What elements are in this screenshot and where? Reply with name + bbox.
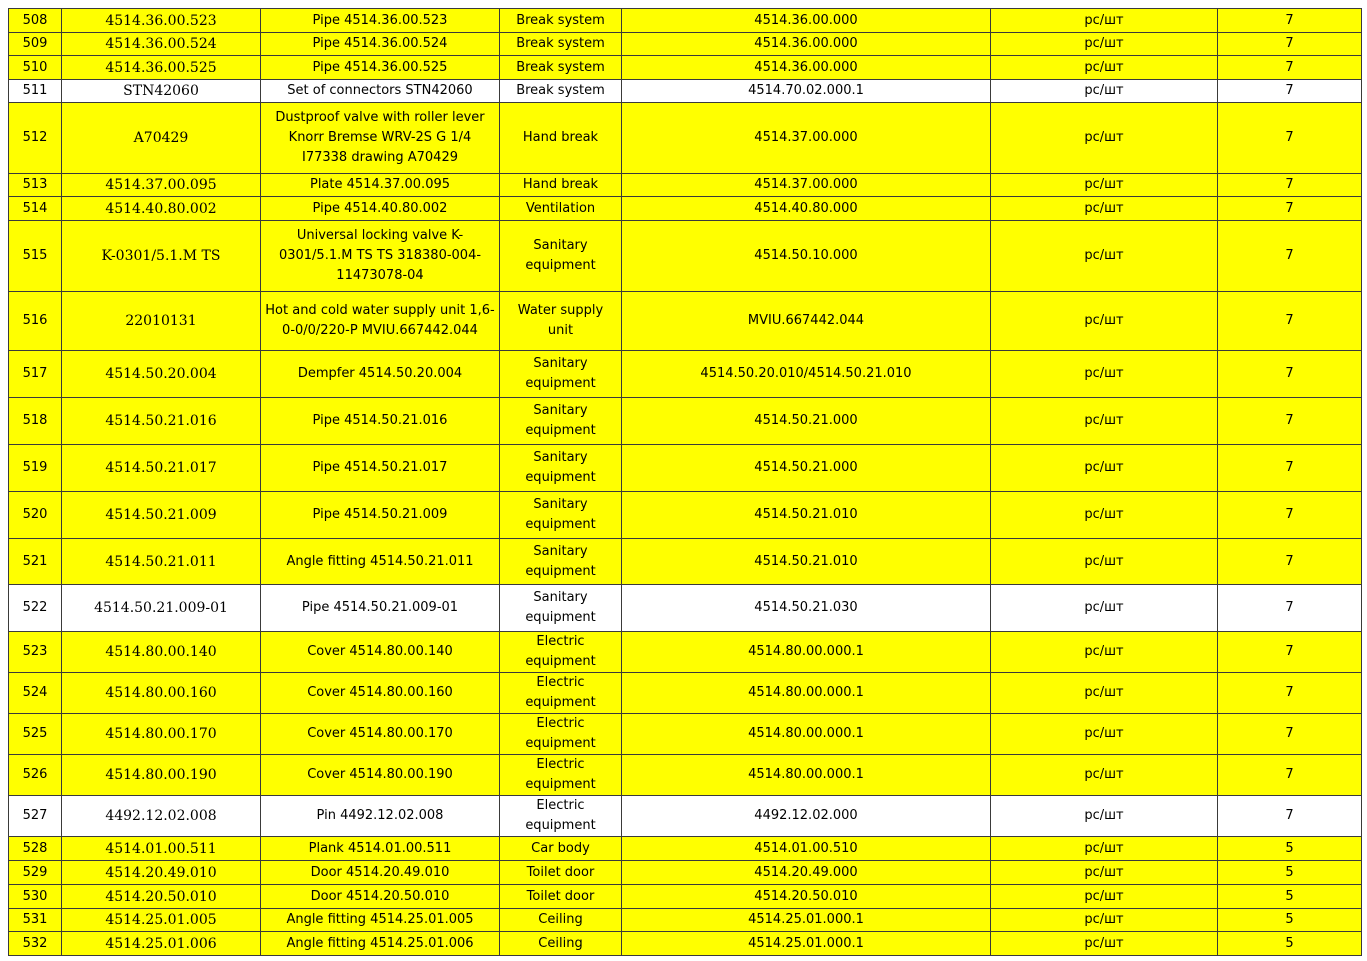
assembly-cell: 4514.40.80.000 <box>622 197 991 221</box>
table-row <box>9 539 1362 585</box>
part-number-cell: 22010131 <box>62 292 261 351</box>
part-name-cell: Pipe 4514.50.21.017 <box>261 445 500 492</box>
table-row <box>9 445 1362 492</box>
part-name-cell: Door 4514.20.49.010 <box>261 861 500 885</box>
unit-cell: pc/шт <box>991 755 1218 796</box>
quantity-cell: 5 <box>1218 861 1362 885</box>
row-number-cell: 512 <box>9 103 62 174</box>
system-cell: Toilet door <box>500 861 622 885</box>
unit-cell: pc/шт <box>991 632 1218 673</box>
part-number-cell: 4514.50.21.009-01 <box>62 585 261 632</box>
part-number-cell: 4514.50.21.009 <box>62 492 261 539</box>
parts-table-body <box>9 9 1362 956</box>
system-cell: Sanitary equipment <box>500 398 622 445</box>
part-name-cell: Hot and cold water supply unit 1,6-0-0/0/220-P MVIU.667442.044 <box>261 292 500 351</box>
assembly-cell: 4514.36.00.000 <box>622 9 991 33</box>
row-number-cell: 513 <box>9 174 62 197</box>
unit-cell: pc/шт <box>991 197 1218 221</box>
parts-table <box>8 8 1362 956</box>
unit-cell: pc/шт <box>991 9 1218 33</box>
part-number-cell: 4514.25.01.005 <box>62 909 261 932</box>
system-cell: Sanitary equipment <box>500 492 622 539</box>
assembly-cell: 4514.80.00.000.1 <box>622 755 991 796</box>
row-number-cell: 517 <box>9 351 62 398</box>
unit-cell: pc/шт <box>991 585 1218 632</box>
quantity-cell: 7 <box>1218 33 1362 56</box>
row-number-cell: 518 <box>9 398 62 445</box>
row-number-cell: 526 <box>9 755 62 796</box>
quantity-cell: 7 <box>1218 351 1362 398</box>
quantity-cell: 7 <box>1218 9 1362 33</box>
part-name-cell: Plank 4514.01.00.511 <box>261 837 500 861</box>
system-cell: Ceiling <box>500 909 622 932</box>
table-row <box>9 197 1362 221</box>
assembly-cell: 4514.50.21.030 <box>622 585 991 632</box>
part-name-cell: Universal locking valve K-0301/5.1.M TS TS 318380-004-11473078-04 <box>261 221 500 292</box>
part-name-cell: Cover 4514.80.00.140 <box>261 632 500 673</box>
row-number-cell: 520 <box>9 492 62 539</box>
part-number-cell: 4514.36.00.523 <box>62 9 261 33</box>
quantity-cell: 5 <box>1218 909 1362 932</box>
quantity-cell: 5 <box>1218 885 1362 909</box>
system-cell: Ventilation <box>500 197 622 221</box>
quantity-cell: 7 <box>1218 632 1362 673</box>
system-cell: Break system <box>500 9 622 33</box>
row-number-cell: 509 <box>9 33 62 56</box>
table-row <box>9 292 1362 351</box>
assembly-cell: 4514.37.00.000 <box>622 103 991 174</box>
unit-cell: pc/шт <box>991 103 1218 174</box>
system-cell: Electric equipment <box>500 632 622 673</box>
part-number-cell: 4514.37.00.095 <box>62 174 261 197</box>
part-name-cell: Pipe 4514.50.21.016 <box>261 398 500 445</box>
table-row <box>9 80 1362 103</box>
assembly-cell: 4514.36.00.000 <box>622 56 991 80</box>
assembly-cell: 4514.36.00.000 <box>622 33 991 56</box>
row-number-cell: 519 <box>9 445 62 492</box>
part-number-cell: 4514.36.00.524 <box>62 33 261 56</box>
table-row <box>9 755 1362 796</box>
assembly-cell: 4514.25.01.000.1 <box>622 909 991 932</box>
system-cell: Break system <box>500 80 622 103</box>
part-number-cell: 4514.36.00.525 <box>62 56 261 80</box>
assembly-cell: MVIU.667442.044 <box>622 292 991 351</box>
system-cell: Sanitary equipment <box>500 445 622 492</box>
part-number-cell: 4514.50.21.017 <box>62 445 261 492</box>
part-name-cell: Pipe 4514.36.00.524 <box>261 33 500 56</box>
quantity-cell: 7 <box>1218 292 1362 351</box>
row-number-cell: 530 <box>9 885 62 909</box>
row-number-cell: 515 <box>9 221 62 292</box>
part-name-cell: Pipe 4514.50.21.009-01 <box>261 585 500 632</box>
row-number-cell: 527 <box>9 796 62 837</box>
unit-cell: pc/шт <box>991 861 1218 885</box>
part-number-cell: 4514.80.00.170 <box>62 714 261 755</box>
part-number-cell: 4514.80.00.190 <box>62 755 261 796</box>
part-name-cell: Plate 4514.37.00.095 <box>261 174 500 197</box>
table-row <box>9 221 1362 292</box>
unit-cell: pc/шт <box>991 398 1218 445</box>
row-number-cell: 532 <box>9 932 62 956</box>
row-number-cell: 531 <box>9 909 62 932</box>
system-cell: Water supply unit <box>500 292 622 351</box>
unit-cell: pc/шт <box>991 221 1218 292</box>
quantity-cell: 7 <box>1218 585 1362 632</box>
table-row <box>9 492 1362 539</box>
assembly-cell: 4492.12.02.000 <box>622 796 991 837</box>
assembly-cell: 4514.50.21.000 <box>622 398 991 445</box>
assembly-cell: 4514.80.00.000.1 <box>622 714 991 755</box>
system-cell: Car body <box>500 837 622 861</box>
system-cell: Hand break <box>500 103 622 174</box>
system-cell: Break system <box>500 56 622 80</box>
quantity-cell: 7 <box>1218 197 1362 221</box>
quantity-cell: 5 <box>1218 837 1362 861</box>
system-cell: Hand break <box>500 174 622 197</box>
part-name-cell: Dustproof valve with roller lever Knorr Bremse WRV-2S G 1/4 I77338 drawing A70429 <box>261 103 500 174</box>
table-row <box>9 909 1362 932</box>
part-name-cell: Set of connectors STN42060 <box>261 80 500 103</box>
table-row <box>9 351 1362 398</box>
unit-cell: pc/шт <box>991 351 1218 398</box>
quantity-cell: 7 <box>1218 539 1362 585</box>
table-row <box>9 714 1362 755</box>
assembly-cell: 4514.37.00.000 <box>622 174 991 197</box>
quantity-cell: 7 <box>1218 492 1362 539</box>
part-number-cell: 4492.12.02.008 <box>62 796 261 837</box>
quantity-cell: 7 <box>1218 174 1362 197</box>
row-number-cell: 521 <box>9 539 62 585</box>
part-name-cell: Pipe 4514.36.00.523 <box>261 9 500 33</box>
quantity-cell: 7 <box>1218 673 1362 714</box>
unit-cell: pc/шт <box>991 539 1218 585</box>
quantity-cell: 7 <box>1218 80 1362 103</box>
unit-cell: pc/шт <box>991 837 1218 861</box>
part-name-cell: Pipe 4514.50.21.009 <box>261 492 500 539</box>
part-name-cell: Pipe 4514.36.00.525 <box>261 56 500 80</box>
unit-cell: pc/шт <box>991 292 1218 351</box>
row-number-cell: 528 <box>9 837 62 861</box>
system-cell: Ceiling <box>500 932 622 956</box>
quantity-cell: 7 <box>1218 398 1362 445</box>
system-cell: Electric equipment <box>500 796 622 837</box>
table-row <box>9 861 1362 885</box>
system-cell: Sanitary equipment <box>500 585 622 632</box>
row-number-cell: 516 <box>9 292 62 351</box>
part-number-cell: 4514.50.21.011 <box>62 539 261 585</box>
row-number-cell: 525 <box>9 714 62 755</box>
system-cell: Sanitary equipment <box>500 351 622 398</box>
quantity-cell: 7 <box>1218 103 1362 174</box>
table-row <box>9 632 1362 673</box>
quantity-cell: 7 <box>1218 755 1362 796</box>
assembly-cell: 4514.20.49.000 <box>622 861 991 885</box>
unit-cell: pc/шт <box>991 33 1218 56</box>
quantity-cell: 7 <box>1218 445 1362 492</box>
system-cell: Electric equipment <box>500 755 622 796</box>
table-row <box>9 673 1362 714</box>
unit-cell: pc/шт <box>991 714 1218 755</box>
unit-cell: pc/шт <box>991 445 1218 492</box>
part-number-cell: K-0301/5.1.M TS <box>62 221 261 292</box>
assembly-cell: 4514.50.21.010 <box>622 539 991 585</box>
part-name-cell: Angle fitting 4514.25.01.005 <box>261 909 500 932</box>
unit-cell: pc/шт <box>991 932 1218 956</box>
part-number-cell: 4514.80.00.160 <box>62 673 261 714</box>
part-name-cell: Pipe 4514.40.80.002 <box>261 197 500 221</box>
assembly-cell: 4514.50.21.010 <box>622 492 991 539</box>
row-number-cell: 511 <box>9 80 62 103</box>
part-number-cell: 4514.50.21.016 <box>62 398 261 445</box>
part-number-cell: A70429 <box>62 103 261 174</box>
assembly-cell: 4514.50.10.000 <box>622 221 991 292</box>
table-row <box>9 796 1362 837</box>
row-number-cell: 524 <box>9 673 62 714</box>
assembly-cell: 4514.80.00.000.1 <box>622 673 991 714</box>
unit-cell: pc/шт <box>991 56 1218 80</box>
part-name-cell: Angle fitting 4514.50.21.011 <box>261 539 500 585</box>
table-row <box>9 837 1362 861</box>
quantity-cell: 7 <box>1218 714 1362 755</box>
unit-cell: pc/шт <box>991 492 1218 539</box>
part-number-cell: 4514.20.50.010 <box>62 885 261 909</box>
table-row <box>9 33 1362 56</box>
unit-cell: pc/шт <box>991 909 1218 932</box>
row-number-cell: 529 <box>9 861 62 885</box>
quantity-cell: 7 <box>1218 56 1362 80</box>
assembly-cell: 4514.20.50.010 <box>622 885 991 909</box>
table-row <box>9 9 1362 33</box>
table-row <box>9 103 1362 174</box>
system-cell: Electric equipment <box>500 714 622 755</box>
part-name-cell: Angle fitting 4514.25.01.006 <box>261 932 500 956</box>
assembly-cell: 4514.50.21.000 <box>622 445 991 492</box>
quantity-cell: 7 <box>1218 221 1362 292</box>
part-number-cell: 4514.25.01.006 <box>62 932 261 956</box>
quantity-cell: 5 <box>1218 932 1362 956</box>
assembly-cell: 4514.25.01.000.1 <box>622 932 991 956</box>
unit-cell: pc/шт <box>991 80 1218 103</box>
unit-cell: pc/шт <box>991 673 1218 714</box>
system-cell: Electric equipment <box>500 673 622 714</box>
row-number-cell: 508 <box>9 9 62 33</box>
assembly-cell: 4514.80.00.000.1 <box>622 632 991 673</box>
assembly-cell: 4514.01.00.510 <box>622 837 991 861</box>
part-name-cell: Dempfer 4514.50.20.004 <box>261 351 500 398</box>
system-cell: Sanitary equipment <box>500 539 622 585</box>
part-number-cell: 4514.20.49.010 <box>62 861 261 885</box>
row-number-cell: 522 <box>9 585 62 632</box>
part-number-cell: 4514.80.00.140 <box>62 632 261 673</box>
assembly-cell: 4514.50.20.010/4514.50.21.010 <box>622 351 991 398</box>
part-number-cell: 4514.01.00.511 <box>62 837 261 861</box>
part-name-cell: Cover 4514.80.00.190 <box>261 755 500 796</box>
table-row <box>9 932 1362 956</box>
part-name-cell: Pin 4492.12.02.008 <box>261 796 500 837</box>
system-cell: Toilet door <box>500 885 622 909</box>
part-number-cell: 4514.50.20.004 <box>62 351 261 398</box>
table-row <box>9 398 1362 445</box>
table-row <box>9 174 1362 197</box>
part-number-cell: STN42060 <box>62 80 261 103</box>
system-cell: Break system <box>500 33 622 56</box>
part-name-cell: Cover 4514.80.00.170 <box>261 714 500 755</box>
assembly-cell: 4514.70.02.000.1 <box>622 80 991 103</box>
part-name-cell: Door 4514.20.50.010 <box>261 885 500 909</box>
system-cell: Sanitary equipment <box>500 221 622 292</box>
table-row <box>9 585 1362 632</box>
unit-cell: pc/шт <box>991 174 1218 197</box>
part-number-cell: 4514.40.80.002 <box>62 197 261 221</box>
unit-cell: pc/шт <box>991 885 1218 909</box>
table-row <box>9 885 1362 909</box>
row-number-cell: 510 <box>9 56 62 80</box>
table-row <box>9 56 1362 80</box>
row-number-cell: 523 <box>9 632 62 673</box>
unit-cell: pc/шт <box>991 796 1218 837</box>
quantity-cell: 7 <box>1218 796 1362 837</box>
row-number-cell: 514 <box>9 197 62 221</box>
part-name-cell: Cover 4514.80.00.160 <box>261 673 500 714</box>
